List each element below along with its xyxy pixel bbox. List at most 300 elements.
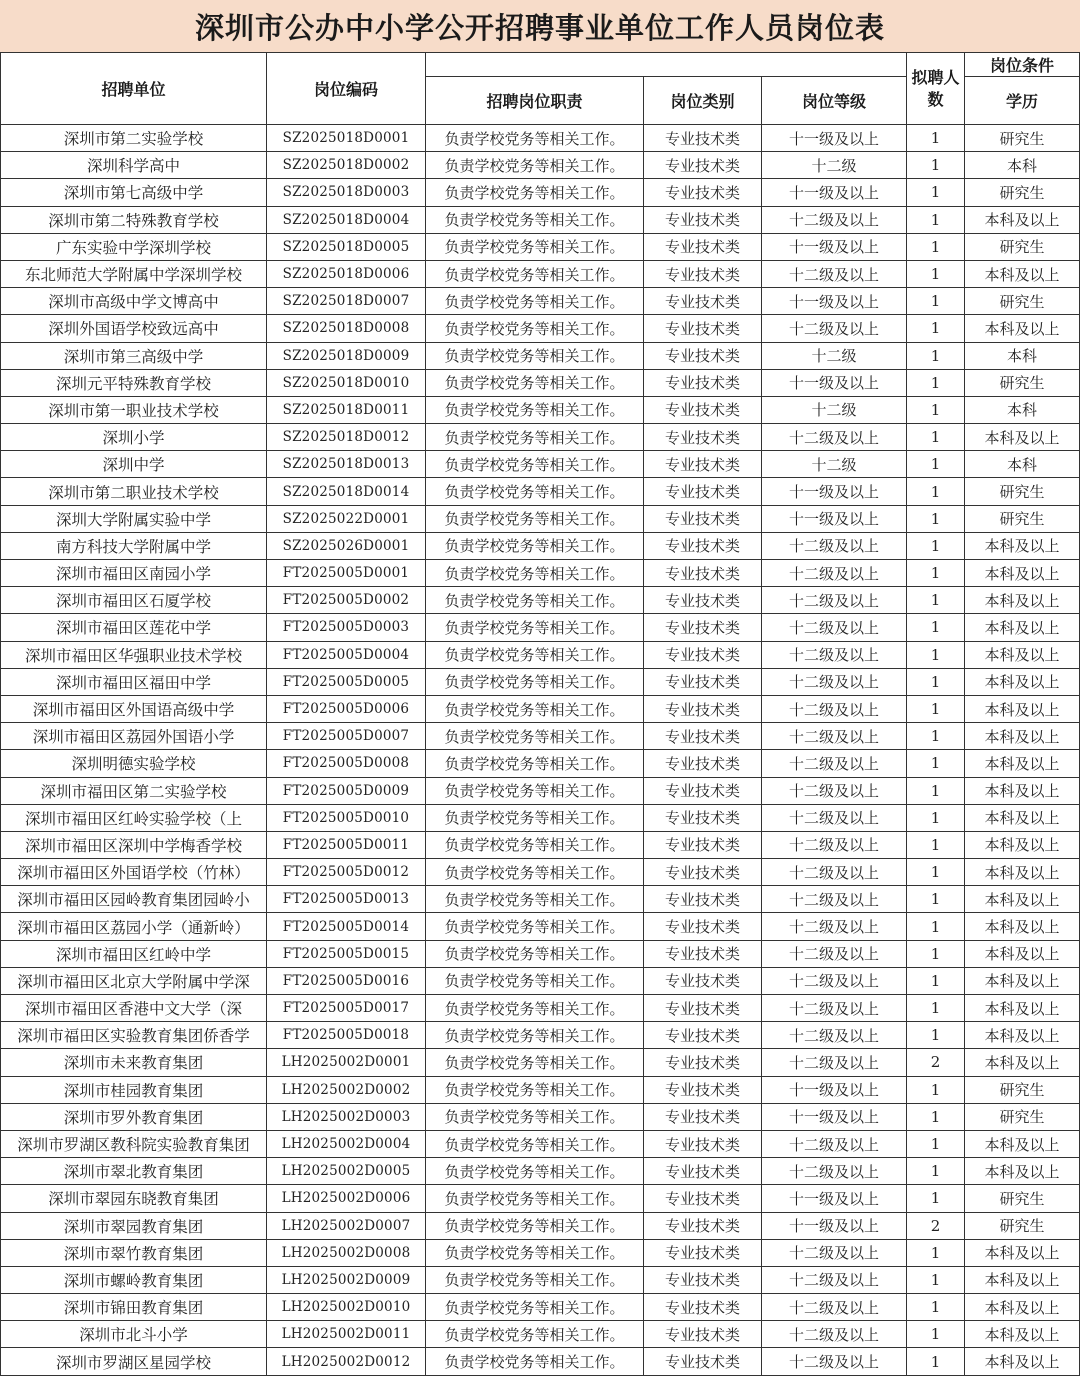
cell-grade: 十二级及以上 xyxy=(762,560,907,587)
cell-unit: 深圳市第三高级中学 xyxy=(1,342,267,369)
cell-grade: 十二级及以上 xyxy=(762,1266,907,1293)
cell-education: 本科及以上 xyxy=(965,859,1080,886)
cell-count: 1 xyxy=(907,723,965,750)
cell-count: 1 xyxy=(907,695,965,722)
cell-count: 1 xyxy=(907,369,965,396)
cell-duty: 负责学校党务等相关工作。 xyxy=(426,288,644,315)
cell-duty: 负责学校党务等相关工作。 xyxy=(426,233,644,260)
cell-count: 2 xyxy=(907,1212,965,1239)
table-row xyxy=(1,315,1080,342)
cell-duty: 负责学校党务等相关工作。 xyxy=(426,695,644,722)
cell-unit: 深圳市福田区实验教育集团侨香学 xyxy=(1,1022,267,1049)
cell-duty: 负责学校党务等相关工作。 xyxy=(426,505,644,532)
cell-education: 本科及以上 xyxy=(965,967,1080,994)
cell-count: 1 xyxy=(907,233,965,260)
table-row xyxy=(1,1103,1080,1130)
cell-duty: 负责学校党务等相关工作。 xyxy=(426,1158,644,1185)
cell-education: 研究生 xyxy=(965,505,1080,532)
cell-education: 本科及以上 xyxy=(965,1130,1080,1157)
cell-category: 专业技术类 xyxy=(644,342,762,369)
cell-code: FT2025005D0009 xyxy=(267,777,426,804)
cell-duty: 负责学校党务等相关工作。 xyxy=(426,1022,644,1049)
cell-grade: 十一级及以上 xyxy=(762,478,907,505)
cell-unit: 深圳市福田区石厦学校 xyxy=(1,587,267,614)
cell-code: LH2025002D0008 xyxy=(267,1239,426,1266)
cell-code: SZ2025018D0002 xyxy=(267,152,426,179)
cell-category: 专业技术类 xyxy=(644,1130,762,1157)
cell-code: SZ2025018D0014 xyxy=(267,478,426,505)
cell-grade: 十二级及以上 xyxy=(762,206,907,233)
cell-count: 1 xyxy=(907,1022,965,1049)
cell-duty: 负责学校党务等相关工作。 xyxy=(426,995,644,1022)
cell-unit: 深圳市福田区外国语高级中学 xyxy=(1,695,267,722)
cell-code: FT2025005D0001 xyxy=(267,560,426,587)
table-row xyxy=(1,859,1080,886)
cell-code: LH2025002D0004 xyxy=(267,1130,426,1157)
cell-category: 专业技术类 xyxy=(644,641,762,668)
cell-count: 1 xyxy=(907,478,965,505)
table-row xyxy=(1,288,1080,315)
cell-category: 专业技术类 xyxy=(644,859,762,886)
cell-education: 本科及以上 xyxy=(965,641,1080,668)
cell-unit: 深圳市福田区深圳中学梅香学校 xyxy=(1,831,267,858)
cell-code: SZ2025018D0004 xyxy=(267,206,426,233)
cell-education: 本科及以上 xyxy=(965,886,1080,913)
cell-grade: 十二级及以上 xyxy=(762,859,907,886)
cell-count: 1 xyxy=(907,152,965,179)
cell-education: 本科及以上 xyxy=(965,532,1080,559)
cell-grade: 十二级及以上 xyxy=(762,1049,907,1076)
cell-category: 专业技术类 xyxy=(644,1049,762,1076)
cell-unit: 深圳市第一职业技术学校 xyxy=(1,396,267,423)
table-row xyxy=(1,777,1080,804)
cell-category: 专业技术类 xyxy=(644,315,762,342)
cell-unit: 深圳市翠竹教育集团 xyxy=(1,1239,267,1266)
cell-code: FT2025005D0011 xyxy=(267,831,426,858)
cell-grade: 十一级及以上 xyxy=(762,1103,907,1130)
cell-code: SZ2025018D0011 xyxy=(267,396,426,423)
cell-duty: 负责学校党务等相关工作。 xyxy=(426,1294,644,1321)
cell-unit: 深圳市福田区香港中文大学（深 xyxy=(1,995,267,1022)
cell-category: 专业技术类 xyxy=(644,288,762,315)
cell-duty: 负责学校党务等相关工作。 xyxy=(426,206,644,233)
cell-code: SZ2025018D0008 xyxy=(267,315,426,342)
cell-unit: 深圳市翠园东晓教育集团 xyxy=(1,1185,267,1212)
cell-duty: 负责学校党务等相关工作。 xyxy=(426,831,644,858)
cell-unit: 深圳市翠北教育集团 xyxy=(1,1158,267,1185)
cell-duty: 负责学校党务等相关工作。 xyxy=(426,859,644,886)
cell-education: 本科 xyxy=(965,342,1080,369)
cell-grade: 十二级及以上 xyxy=(762,804,907,831)
cell-education: 本科及以上 xyxy=(965,1321,1080,1348)
cell-category: 专业技术类 xyxy=(644,125,762,152)
cell-unit: 深圳市罗湖区星园学校 xyxy=(1,1348,267,1375)
cell-grade: 十二级 xyxy=(762,451,907,478)
cell-education: 本科及以上 xyxy=(965,831,1080,858)
cell-duty: 负责学校党务等相关工作。 xyxy=(426,777,644,804)
cell-code: SZ2025026D0001 xyxy=(267,532,426,559)
table-row xyxy=(1,1076,1080,1103)
cell-unit: 深圳市罗外教育集团 xyxy=(1,1103,267,1130)
cell-unit: 南方科技大学附属中学 xyxy=(1,532,267,559)
cell-count: 1 xyxy=(907,913,965,940)
cell-education: 本科及以上 xyxy=(965,750,1080,777)
cell-duty: 负责学校党务等相关工作。 xyxy=(426,179,644,206)
cell-duty: 负责学校党务等相关工作。 xyxy=(426,614,644,641)
cell-category: 专业技术类 xyxy=(644,587,762,614)
cell-category: 专业技术类 xyxy=(644,668,762,695)
cell-education: 本科及以上 xyxy=(965,614,1080,641)
cell-education: 研究生 xyxy=(965,288,1080,315)
cell-duty: 负责学校党务等相关工作。 xyxy=(426,804,644,831)
table-row xyxy=(1,451,1080,478)
cell-education: 研究生 xyxy=(965,1212,1080,1239)
cell-unit: 深圳市福田区红岭中学 xyxy=(1,940,267,967)
cell-code: LH2025002D0006 xyxy=(267,1185,426,1212)
cell-category: 专业技术类 xyxy=(644,804,762,831)
table-row xyxy=(1,478,1080,505)
cell-duty: 负责学校党务等相关工作。 xyxy=(426,913,644,940)
cell-education: 研究生 xyxy=(965,1103,1080,1130)
cell-education: 本科及以上 xyxy=(965,560,1080,587)
cell-count: 1 xyxy=(907,342,965,369)
cell-count: 1 xyxy=(907,777,965,804)
cell-education: 本科及以上 xyxy=(965,1049,1080,1076)
cell-unit: 深圳市福田区园岭教育集团园岭小 xyxy=(1,886,267,913)
cell-count: 1 xyxy=(907,995,965,1022)
cell-category: 专业技术类 xyxy=(644,750,762,777)
table-row xyxy=(1,505,1080,532)
cell-unit: 深圳市罗湖区教科院实验教育集团 xyxy=(1,1130,267,1157)
cell-code: FT2025005D0006 xyxy=(267,695,426,722)
cell-duty: 负责学校党务等相关工作。 xyxy=(426,750,644,777)
cell-education: 本科 xyxy=(965,396,1080,423)
table-row xyxy=(1,886,1080,913)
cell-duty: 负责学校党务等相关工作。 xyxy=(426,1239,644,1266)
table-body xyxy=(1,125,1080,1376)
cell-category: 专业技术类 xyxy=(644,1348,762,1375)
cell-unit: 深圳市未来教育集团 xyxy=(1,1049,267,1076)
cell-code: FT2025005D0004 xyxy=(267,641,426,668)
cell-category: 专业技术类 xyxy=(644,424,762,451)
cell-category: 专业技术类 xyxy=(644,1239,762,1266)
cell-grade: 十二级及以上 xyxy=(762,587,907,614)
cell-duty: 负责学校党务等相关工作。 xyxy=(426,1348,644,1375)
header-grade: 岗位等级 xyxy=(762,77,907,125)
cell-grade: 十二级及以上 xyxy=(762,695,907,722)
cell-unit: 深圳市福田区南园小学 xyxy=(1,560,267,587)
table-row xyxy=(1,831,1080,858)
cell-grade: 十二级及以上 xyxy=(762,641,907,668)
cell-education: 研究生 xyxy=(965,1076,1080,1103)
cell-grade: 十二级及以上 xyxy=(762,1022,907,1049)
cell-code: FT2025005D0016 xyxy=(267,967,426,994)
header-blank xyxy=(426,53,907,77)
cell-duty: 负责学校党务等相关工作。 xyxy=(426,587,644,614)
cell-grade: 十二级及以上 xyxy=(762,614,907,641)
cell-unit: 深圳外国语学校致远高中 xyxy=(1,315,267,342)
cell-code: LH2025002D0012 xyxy=(267,1348,426,1375)
cell-unit: 深圳市高级中学文博高中 xyxy=(1,288,267,315)
cell-education: 本科及以上 xyxy=(965,424,1080,451)
cell-code: LH2025002D0005 xyxy=(267,1158,426,1185)
cell-duty: 负责学校党务等相关工作。 xyxy=(426,478,644,505)
cell-grade: 十二级及以上 xyxy=(762,1294,907,1321)
table-row xyxy=(1,967,1080,994)
cell-education: 本科及以上 xyxy=(965,1348,1080,1375)
cell-code: LH2025002D0009 xyxy=(267,1266,426,1293)
table-row xyxy=(1,1294,1080,1321)
table-row xyxy=(1,804,1080,831)
cell-education: 研究生 xyxy=(965,125,1080,152)
table-row xyxy=(1,1321,1080,1348)
cell-duty: 负责学校党务等相关工作。 xyxy=(426,451,644,478)
cell-education: 本科及以上 xyxy=(965,315,1080,342)
cell-unit: 深圳市福田区华强职业技术学校 xyxy=(1,641,267,668)
cell-education: 本科及以上 xyxy=(965,777,1080,804)
cell-unit: 深圳市福田区红岭实验学校（上 xyxy=(1,804,267,831)
cell-code: FT2025005D0010 xyxy=(267,804,426,831)
cell-unit: 深圳市第七高级中学 xyxy=(1,179,267,206)
table-row xyxy=(1,723,1080,750)
cell-count: 1 xyxy=(907,831,965,858)
table-row xyxy=(1,1158,1080,1185)
table-row xyxy=(1,396,1080,423)
cell-category: 专业技术类 xyxy=(644,1294,762,1321)
cell-count: 1 xyxy=(907,641,965,668)
title-bar xyxy=(0,0,1080,53)
cell-duty: 负责学校党务等相关工作。 xyxy=(426,1212,644,1239)
table-row xyxy=(1,1049,1080,1076)
header-code: 岗位编码 xyxy=(267,53,426,125)
cell-code: LH2025002D0007 xyxy=(267,1212,426,1239)
table-row xyxy=(1,750,1080,777)
table-row xyxy=(1,641,1080,668)
cell-code: SZ2025018D0001 xyxy=(267,125,426,152)
cell-unit: 深圳市福田区莲花中学 xyxy=(1,614,267,641)
cell-grade: 十二级及以上 xyxy=(762,424,907,451)
cell-code: SZ2025018D0010 xyxy=(267,369,426,396)
cell-category: 专业技术类 xyxy=(644,478,762,505)
cell-code: FT2025005D0013 xyxy=(267,886,426,913)
cell-education: 本科及以上 xyxy=(965,587,1080,614)
cell-count: 1 xyxy=(907,288,965,315)
cell-count: 1 xyxy=(907,1076,965,1103)
header-count: 拟聘人数 xyxy=(907,53,965,125)
table-row xyxy=(1,1022,1080,1049)
cell-category: 专业技术类 xyxy=(644,532,762,559)
cell-category: 专业技术类 xyxy=(644,695,762,722)
cell-code: SZ2025018D0009 xyxy=(267,342,426,369)
cell-grade: 十二级及以上 xyxy=(762,1321,907,1348)
table-row xyxy=(1,1185,1080,1212)
table-row xyxy=(1,1130,1080,1157)
table-row xyxy=(1,995,1080,1022)
cell-grade: 十二级及以上 xyxy=(762,995,907,1022)
cell-unit: 东北师范大学附属中学深圳学校 xyxy=(1,260,267,287)
table-row xyxy=(1,940,1080,967)
cell-duty: 负责学校党务等相关工作。 xyxy=(426,641,644,668)
table-row xyxy=(1,1266,1080,1293)
table-row xyxy=(1,152,1080,179)
cell-grade: 十一级及以上 xyxy=(762,1212,907,1239)
cell-education: 本科及以上 xyxy=(965,913,1080,940)
table-row xyxy=(1,614,1080,641)
cell-count: 1 xyxy=(907,396,965,423)
cell-duty: 负责学校党务等相关工作。 xyxy=(426,1185,644,1212)
table-row xyxy=(1,695,1080,722)
cell-category: 专业技术类 xyxy=(644,777,762,804)
cell-category: 专业技术类 xyxy=(644,995,762,1022)
cell-education: 本科及以上 xyxy=(965,1022,1080,1049)
cell-count: 1 xyxy=(907,315,965,342)
cell-category: 专业技术类 xyxy=(644,505,762,532)
cell-category: 专业技术类 xyxy=(644,723,762,750)
cell-count: 1 xyxy=(907,125,965,152)
cell-education: 本科及以上 xyxy=(965,206,1080,233)
cell-education: 本科及以上 xyxy=(965,1266,1080,1293)
cell-count: 1 xyxy=(907,1103,965,1130)
cell-duty: 负责学校党务等相关工作。 xyxy=(426,723,644,750)
cell-category: 专业技术类 xyxy=(644,831,762,858)
cell-grade: 十二级 xyxy=(762,342,907,369)
cell-code: SZ2025022D0001 xyxy=(267,505,426,532)
cell-unit: 深圳市福田区福田中学 xyxy=(1,668,267,695)
cell-unit: 深圳市第二实验学校 xyxy=(1,125,267,152)
cell-count: 1 xyxy=(907,668,965,695)
cell-grade: 十二级及以上 xyxy=(762,967,907,994)
cell-code: SZ2025018D0012 xyxy=(267,424,426,451)
cell-code: FT2025005D0015 xyxy=(267,940,426,967)
cell-education: 研究生 xyxy=(965,478,1080,505)
cell-education: 本科 xyxy=(965,152,1080,179)
cell-count: 1 xyxy=(907,179,965,206)
cell-category: 专业技术类 xyxy=(644,206,762,233)
table-row xyxy=(1,560,1080,587)
cell-grade: 十二级 xyxy=(762,152,907,179)
cell-duty: 负责学校党务等相关工作。 xyxy=(426,342,644,369)
table-row xyxy=(1,369,1080,396)
cell-grade: 十一级及以上 xyxy=(762,505,907,532)
cell-grade: 十一级及以上 xyxy=(762,288,907,315)
cell-education: 本科及以上 xyxy=(965,940,1080,967)
table-row xyxy=(1,1212,1080,1239)
cell-education: 本科 xyxy=(965,451,1080,478)
cell-unit: 深圳市螺岭教育集团 xyxy=(1,1266,267,1293)
cell-grade: 十二级及以上 xyxy=(762,913,907,940)
cell-duty: 负责学校党务等相关工作。 xyxy=(426,668,644,695)
cell-grade: 十二级及以上 xyxy=(762,1348,907,1375)
cell-count: 1 xyxy=(907,532,965,559)
cell-unit: 深圳市福田区荔园外国语小学 xyxy=(1,723,267,750)
cell-unit: 广东实验中学深圳学校 xyxy=(1,233,267,260)
header-conditions: 岗位条件 xyxy=(965,53,1080,77)
cell-duty: 负责学校党务等相关工作。 xyxy=(426,1076,644,1103)
table-row xyxy=(1,1239,1080,1266)
cell-category: 专业技术类 xyxy=(644,451,762,478)
cell-unit: 深圳市福田区荔园小学（通新岭） xyxy=(1,913,267,940)
cell-count: 1 xyxy=(907,206,965,233)
cell-count: 1 xyxy=(907,451,965,478)
cell-count: 1 xyxy=(907,505,965,532)
cell-count: 1 xyxy=(907,804,965,831)
cell-grade: 十一级及以上 xyxy=(762,1185,907,1212)
cell-education: 研究生 xyxy=(965,179,1080,206)
cell-count: 1 xyxy=(907,614,965,641)
cell-duty: 负责学校党务等相关工作。 xyxy=(426,1321,644,1348)
cell-count: 1 xyxy=(907,424,965,451)
cell-category: 专业技术类 xyxy=(644,1185,762,1212)
cell-code: LH2025002D0010 xyxy=(267,1294,426,1321)
cell-grade: 十二级 xyxy=(762,396,907,423)
cell-duty: 负责学校党务等相关工作。 xyxy=(426,424,644,451)
cell-unit: 深圳市福田区第二实验学校 xyxy=(1,777,267,804)
table-row xyxy=(1,1348,1080,1375)
cell-grade: 十二级及以上 xyxy=(762,668,907,695)
cell-category: 专业技术类 xyxy=(644,614,762,641)
cell-code: LH2025002D0011 xyxy=(267,1321,426,1348)
table-header xyxy=(1,53,1080,125)
cell-grade: 十一级及以上 xyxy=(762,233,907,260)
cell-category: 专业技术类 xyxy=(644,260,762,287)
cell-duty: 负责学校党务等相关工作。 xyxy=(426,369,644,396)
cell-duty: 负责学校党务等相关工作。 xyxy=(426,967,644,994)
cell-grade: 十二级及以上 xyxy=(762,260,907,287)
cell-code: SZ2025018D0013 xyxy=(267,451,426,478)
cell-education: 研究生 xyxy=(965,233,1080,260)
header-unit: 招聘单位 xyxy=(1,53,267,125)
cell-code: FT2025005D0005 xyxy=(267,668,426,695)
cell-education: 本科及以上 xyxy=(965,1158,1080,1185)
cell-unit: 深圳明德实验学校 xyxy=(1,750,267,777)
cell-category: 专业技术类 xyxy=(644,1158,762,1185)
cell-duty: 负责学校党务等相关工作。 xyxy=(426,152,644,179)
cell-duty: 负责学校党务等相关工作。 xyxy=(426,532,644,559)
cell-duty: 负责学校党务等相关工作。 xyxy=(426,1049,644,1076)
cell-unit: 深圳中学 xyxy=(1,451,267,478)
cell-duty: 负责学校党务等相关工作。 xyxy=(426,125,644,152)
cell-category: 专业技术类 xyxy=(644,396,762,423)
cell-count: 1 xyxy=(907,940,965,967)
cell-category: 专业技术类 xyxy=(644,1103,762,1130)
cell-category: 专业技术类 xyxy=(644,233,762,260)
cell-unit: 深圳市北斗小学 xyxy=(1,1321,267,1348)
cell-duty: 负责学校党务等相关工作。 xyxy=(426,1266,644,1293)
cell-grade: 十二级及以上 xyxy=(762,886,907,913)
cell-code: FT2025005D0007 xyxy=(267,723,426,750)
cell-duty: 负责学校党务等相关工作。 xyxy=(426,560,644,587)
cell-education: 研究生 xyxy=(965,369,1080,396)
cell-count: 1 xyxy=(907,260,965,287)
header-duty: 招聘岗位职责 xyxy=(426,77,644,125)
cell-category: 专业技术类 xyxy=(644,1022,762,1049)
table-row xyxy=(1,179,1080,206)
cell-grade: 十二级及以上 xyxy=(762,723,907,750)
cell-unit: 深圳市锦田教育集团 xyxy=(1,1294,267,1321)
header-education: 学历 xyxy=(965,77,1080,125)
cell-code: LH2025002D0001 xyxy=(267,1049,426,1076)
cell-count: 1 xyxy=(907,1185,965,1212)
cell-education: 本科及以上 xyxy=(965,1239,1080,1266)
cell-unit: 深圳市第二职业技术学校 xyxy=(1,478,267,505)
cell-duty: 负责学校党务等相关工作。 xyxy=(426,260,644,287)
cell-category: 专业技术类 xyxy=(644,1212,762,1239)
cell-code: FT2025005D0014 xyxy=(267,913,426,940)
cell-code: FT2025005D0018 xyxy=(267,1022,426,1049)
cell-code: FT2025005D0002 xyxy=(267,587,426,614)
cell-grade: 十二级及以上 xyxy=(762,940,907,967)
cell-category: 专业技术类 xyxy=(644,1266,762,1293)
